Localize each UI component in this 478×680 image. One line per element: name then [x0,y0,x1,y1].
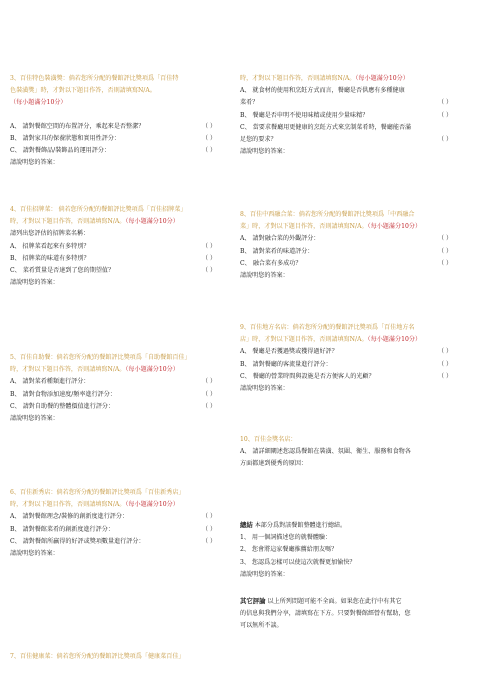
q5-item-b-label: B、 請對食物添加速度/頻率進行評分： [10,390,116,398]
q6-item-b-score[interactable]: （ ） [202,525,217,533]
q3-item-a-label: A、 請對餐館空間的布置評分，乘起來是否整潔？ [10,122,145,130]
q9-item-b [240,359,468,371]
q4-item-b-label: B、 招牌菜的味道有多特別？ [10,254,90,262]
q3-title-line1: 3、百佳特色裝潢獎：倘若您所分配的餐館評比獎項爲「百佳特 [10,75,179,82]
q4-item-a [10,241,232,253]
q4-title-line2 [10,216,232,228]
q4-item-a-label: A、 招牌菜看起來有多特別？ [10,242,90,250]
q3-item-c [10,145,232,157]
q8-item-c-label: C、 融合菜有多成功？ [240,259,302,267]
q4-item-c [10,265,232,277]
summary-item-1[interactable]: 1、 用一個詞描述您的就餐體驗： [240,534,332,542]
q10-body-line1: A、 請詳細闡述您認爲餐館在裝潢、氛圍、衛生、服務和食物各 [240,448,411,456]
q8-item-b-score[interactable]: （ ） [438,247,453,255]
q6-item-c-score[interactable]: （ ） [202,537,217,545]
q7-item-b-label: B、 餐廳是否申明不使用味精或使用少量味精？ [240,111,369,119]
q3-item-c-score[interactable]: （ ） [202,147,217,155]
q7-title-line2-text: 時，才對以下題目作答，否則請填寫N/A。 [240,75,356,82]
summary-intro: 本部分爲對該餐館整體進行總結。 [252,522,347,529]
summary-item-3[interactable]: 3、 您認爲怎樣可以使這次就餐更加愉快？ [240,558,356,566]
q7-explain[interactable]: 請說明您的答案： [240,148,289,156]
q7-score-note: （每小題滿分10分） [355,75,409,82]
q5-explain[interactable]: 請說明您的答案： [10,415,59,423]
q5-score-note: （每小題滿分10分） [125,366,179,374]
q7-item-a-line1: A、 就食材的使用和烹飪方式而言，餐廳是否供應有多種健康 [240,87,405,95]
q9-title-line2-text: 店」時，才對以下題目作答，否則請填寫N/A。 [240,336,368,344]
q9-item-b-score[interactable]: （ ） [438,360,453,368]
q10-body-line2[interactable]: 方面都達到優秀的原因： [240,460,308,468]
other-heading-line [240,595,468,608]
summary-heading-line [240,519,468,532]
q6-item-a-label: A、 請對餐館理念/裝修的創新度進行評分： [10,513,129,521]
q8-title-line2-text: 菜」時，才對以下題目作答，否則請填寫N/A。 [240,223,368,231]
section-q5 [10,352,232,425]
q4-item-a-score[interactable]: （ ） [202,242,217,250]
q8-item-a-label: A、 請對融合菜的外觀評分： [240,235,320,243]
q8-title-line1: 8、百佳中西融合菜：倘若您所分配的餐館評比獎項爲「中西融合 [240,211,415,218]
q9-explain[interactable]: 請說明您的答案： [240,385,289,393]
q9-item-c [240,371,468,383]
q3-item-b-score[interactable]: （ ） [202,134,217,142]
q7-item-b-score[interactable]: （ ） [438,111,453,119]
q6-item-a [10,511,232,523]
q4-prompt: 請列出您評估的招牌菜名稱： [10,230,90,238]
q6-title-line2-text: 時，才對以下題目作答，否則請填寫N/A。 [10,501,126,509]
q6-item-b-label: B、 請對餐館菜肴的創新度進行評分： [10,525,114,533]
q5-item-c [10,401,232,413]
q7-item-c-line2: 足您的要求？ [240,136,277,144]
q6-item-b [10,524,232,536]
q8-item-c [240,258,468,270]
other-line1: 以上所列問題可能不全面。如果您在此行中有其它 [265,598,402,605]
q4-explain[interactable]: 請說明您的答案： [10,279,59,287]
q4-item-b [10,253,232,265]
q3-item-a [10,121,232,133]
q6-title-line2 [10,499,232,511]
q9-item-c-score[interactable]: （ ） [438,372,453,380]
q7-title-line2 [240,73,468,85]
q4-item-b-score[interactable]: （ ） [202,254,217,262]
q5-title-line2-text: 時，才對以下題目作答，否則請填寫N/A。 [10,366,126,374]
summary-heading: 總結 [240,521,253,529]
q8-score-note: （每小題滿分10分） [367,223,422,231]
q5-item-c-label: C、 請對自助餐的整體價值進行評分： [10,402,115,410]
q6-item-c-label: C、 請對餐館所贏得的好評或獎項數量進行評分： [10,537,145,545]
q9-score-note: （每小題滿分10分） [367,336,422,344]
q8-item-b [240,246,468,258]
q7-item-a-line2: 菜肴？ [240,99,259,107]
q4-title-line1: 4、百佳招牌菜： 倘若您所分配的餐館評比獎項爲「百佳招牌菜」 [10,206,187,213]
q3-score-note: （每小題滿分10分） [10,99,67,107]
q5-item-a-score[interactable]: （ ） [202,378,217,386]
q8-item-a-score[interactable]: （ ） [438,235,453,243]
other-line3[interactable]: 可以無所不談。 [240,622,283,630]
q4-item-c-label: C、 菜肴質量是否達到了您的期望值？ [10,267,115,275]
other-line2: 的信息與我們分享，請填寫在下方。只要對餐館經營有幫助，您 [240,610,411,618]
q5-item-a-label: A、 請對菜肴種類進行評分： [10,378,90,386]
q3-item-b-label: B、 請對家具的保養狀態和實用性評分： [10,134,121,142]
q3-explain[interactable]: 請說明您的答案： [10,159,59,167]
q10-title: 10、百佳金獎名店： [240,436,297,443]
section-q8 [240,209,468,282]
q7-item-a-score[interactable]: （ ） [438,99,453,107]
q5-item-c-score[interactable]: （ ） [202,402,217,410]
q7-title-line1: 7、百佳健康菜：倘若您所分配的餐館評比獎項爲「健康菜百佳」 [10,653,185,660]
section-q7-start [10,651,232,663]
q7-item-a [240,97,468,109]
q9-item-a-label: A、 餐廳是否獲過獎或獲得過好評？ [240,348,338,356]
q9-item-b-label: B、 請對餐廳的客流量進行評分： [240,360,332,368]
section-q3 [10,73,232,169]
other-heading: 其它評論 [240,597,266,605]
q9-item-c-label: C、 餐廳的營業時間與設施是否方便客人的光顧？ [240,372,375,380]
q9-title-line2 [240,334,468,346]
q7-item-c-line1: C、 當要求餐廳用更健康的烹飪方式來烹制菜肴時，餐廳能否滿 [240,123,412,131]
q3-title-line2: 色裝潢獎」時，才對以下題目作答，否則請填寫N/A。 [10,87,156,95]
q6-item-a-score[interactable]: （ ） [202,513,217,521]
section-other-comments [240,595,468,633]
q8-item-c-score[interactable]: （ ） [438,259,453,267]
section-q4 [10,204,232,289]
section-summary [240,519,468,581]
q5-item-b-score[interactable]: （ ） [202,390,217,398]
q5-title-line2 [10,364,232,376]
q8-title-line2 [240,221,468,233]
q9-item-a [240,346,468,358]
q5-title-line1: 5、百佳自助餐：倘若您所分配的餐館評比獎項爲「自助餐館百佳」 [10,354,191,361]
q6-score-note: （每小題滿分10分） [125,501,179,509]
q5-item-b [10,389,232,401]
q6-explain[interactable]: 請說明您的答案： [10,550,59,558]
q4-score-note: （每小題滿分10分） [125,218,179,226]
q8-explain[interactable]: 請說明您的答案： [240,272,289,280]
q7-item-c-score[interactable]: （ ） [438,136,453,144]
section-q9 [240,322,468,395]
q6-item-c [10,536,232,548]
summary-explain[interactable]: 請說明您的答案： [240,570,289,578]
q9-item-a-score[interactable]: （ ） [438,348,453,356]
q4-item-c-score[interactable]: （ ） [202,267,217,275]
q7-item-b [240,110,468,122]
q3-item-b [10,133,232,145]
q3-item-c-label: C、 請對餐飾品/裝飾品的運用評分： [10,147,111,155]
q8-item-b-label: B、 請對菜肴的味道評分： [240,247,314,255]
q4-title-line2-text: 時，才對以下題目作答，否則請填寫N/A。 [10,218,126,226]
q5-item-a [10,376,232,388]
section-q6 [10,487,232,560]
q3-item-a-score[interactable]: （ ） [202,122,217,130]
q8-item-a [240,233,468,245]
q6-title-line1: 6、百佳新秀店：倘若您所分配的餐館評比獎項爲「百佳新秀店」 [10,489,185,496]
section-q7-cont [240,73,468,158]
summary-item-2[interactable]: 2、 您會將這家餐廳推薦給朋友嗎？ [240,546,338,554]
q7-item-c [240,134,468,146]
section-q10 [240,434,468,471]
q9-title-line1: 9、百佳地方名店：倘若您所分配的餐館評比獎項爲「百佳地方名 [240,324,415,331]
